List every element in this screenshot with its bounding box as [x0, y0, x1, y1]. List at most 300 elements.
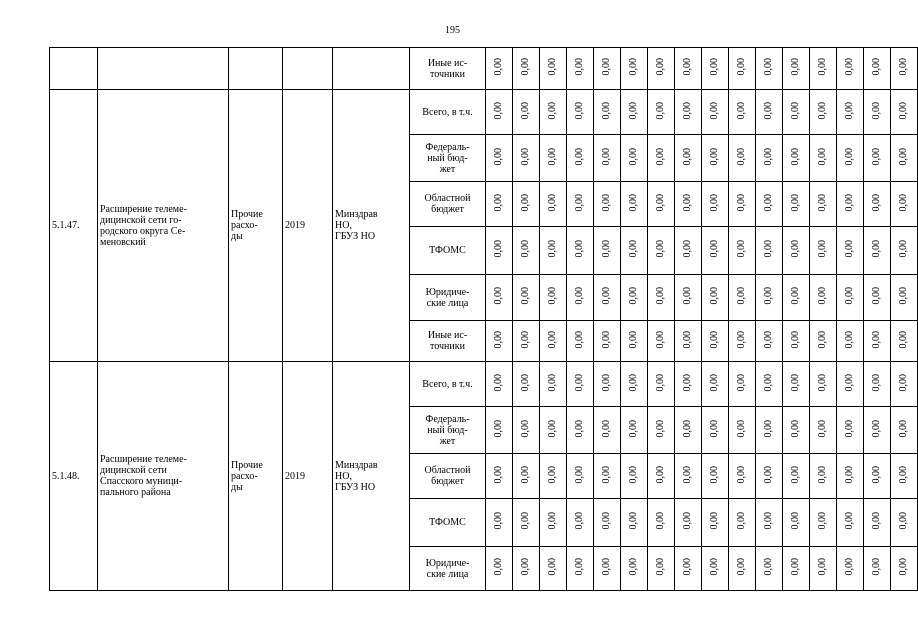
value-cell — [648, 454, 675, 499]
value-cell — [567, 48, 594, 90]
value-cell — [621, 499, 648, 547]
value-cell — [648, 275, 675, 321]
value-cell — [756, 227, 783, 275]
value-cell — [810, 407, 837, 454]
value-cell — [621, 135, 648, 182]
value-text: 0,00 — [547, 419, 558, 438]
value-text: 0,00 — [871, 512, 882, 530]
value-text: 0,00 — [574, 58, 585, 76]
value-text: 0,00 — [790, 558, 801, 576]
value-text: 0,00 — [601, 419, 612, 438]
value-cell — [621, 362, 648, 407]
value-text: 0,00 — [898, 287, 909, 305]
value-cell — [729, 90, 756, 135]
value-text: 0,00 — [682, 287, 693, 305]
value-cell — [594, 407, 621, 454]
value-cell — [729, 135, 756, 182]
value-text: 0,00 — [709, 58, 720, 76]
value-text: 0,00 — [547, 240, 558, 258]
value-cell — [594, 499, 621, 547]
value-cell — [756, 407, 783, 454]
value-text: 0,00 — [655, 512, 666, 530]
value-text: 0,00 — [493, 373, 504, 392]
value-cell — [567, 407, 594, 454]
value-text: 0,00 — [682, 330, 693, 349]
value-cell — [837, 362, 864, 407]
value-cell — [486, 227, 513, 275]
value-cell — [513, 454, 540, 499]
value-cell — [675, 227, 702, 275]
value-text: 0,00 — [898, 558, 909, 576]
value-cell — [864, 275, 891, 321]
value-cell — [621, 227, 648, 275]
value-text: 0,00 — [520, 373, 531, 392]
value-text: 0,00 — [817, 147, 828, 166]
value-text: 0,00 — [871, 373, 882, 392]
value-cell — [783, 407, 810, 454]
value-text: 0,00 — [547, 147, 558, 166]
value-text: 0,00 — [736, 558, 747, 576]
table-row — [50, 48, 918, 90]
value-cell — [648, 182, 675, 227]
value-text: 0,00 — [844, 512, 855, 530]
empty-cell — [333, 48, 410, 90]
value-cell — [513, 362, 540, 407]
budget-table — [49, 47, 918, 591]
funding-source: ТФОМС — [410, 499, 486, 547]
value-text: 0,00 — [844, 287, 855, 305]
value-text: 0,00 — [493, 512, 504, 530]
value-cell — [864, 90, 891, 135]
value-cell — [756, 321, 783, 362]
value-text: 0,00 — [709, 287, 720, 305]
value-cell — [729, 48, 756, 90]
value-text: 0,00 — [790, 147, 801, 166]
value-cell — [891, 48, 918, 90]
value-text: 0,00 — [844, 465, 855, 484]
value-text: 0,00 — [682, 465, 693, 484]
empty-cell — [229, 48, 283, 90]
value-cell — [864, 499, 891, 547]
value-cell — [702, 48, 729, 90]
value-text: 0,00 — [790, 101, 801, 120]
value-cell — [513, 499, 540, 547]
value-cell — [540, 321, 567, 362]
value-text: 0,00 — [898, 330, 909, 349]
value-text: 0,00 — [736, 101, 747, 120]
value-cell — [675, 135, 702, 182]
value-cell — [567, 90, 594, 135]
value-cell — [783, 275, 810, 321]
value-text: 0,00 — [736, 193, 747, 212]
value-cell — [594, 275, 621, 321]
value-cell — [810, 48, 837, 90]
value-text: 0,00 — [574, 147, 585, 166]
year: 2019 — [283, 90, 333, 362]
value-cell — [756, 275, 783, 321]
funding-source: ТФОМС — [410, 227, 486, 275]
value-cell — [810, 362, 837, 407]
expense-type: Прочие расхо- ды — [229, 90, 283, 362]
value-text: 0,00 — [655, 240, 666, 258]
value-text: 0,00 — [709, 465, 720, 484]
value-cell — [513, 227, 540, 275]
value-text: 0,00 — [817, 240, 828, 258]
value-cell — [729, 321, 756, 362]
value-text: 0,00 — [601, 58, 612, 76]
value-cell — [540, 454, 567, 499]
value-text: 0,00 — [574, 373, 585, 392]
value-text: 0,00 — [628, 287, 639, 305]
value-text: 0,00 — [574, 240, 585, 258]
value-cell — [702, 321, 729, 362]
value-cell — [702, 454, 729, 499]
value-cell — [891, 321, 918, 362]
value-text: 0,00 — [520, 193, 531, 212]
value-text: 0,00 — [736, 419, 747, 438]
value-cell — [621, 454, 648, 499]
value-cell — [837, 407, 864, 454]
value-cell — [837, 227, 864, 275]
value-cell — [621, 275, 648, 321]
value-text: 0,00 — [547, 558, 558, 576]
value-text: 0,00 — [682, 419, 693, 438]
value-cell — [837, 135, 864, 182]
value-cell — [810, 499, 837, 547]
value-cell — [837, 182, 864, 227]
value-text: 0,00 — [601, 287, 612, 305]
funding-source: Иные ис- точники — [410, 321, 486, 362]
value-text: 0,00 — [898, 147, 909, 166]
value-cell — [486, 362, 513, 407]
value-text: 0,00 — [574, 330, 585, 349]
value-cell — [675, 90, 702, 135]
value-text: 0,00 — [574, 193, 585, 212]
value-cell — [756, 362, 783, 407]
funding-source: Иные ис- точники — [410, 48, 486, 90]
value-cell — [783, 547, 810, 591]
value-cell — [891, 499, 918, 547]
value-text: 0,00 — [655, 330, 666, 349]
value-text: 0,00 — [601, 101, 612, 120]
value-text: 0,00 — [871, 147, 882, 166]
value-text: 0,00 — [520, 58, 531, 76]
value-cell — [702, 182, 729, 227]
value-cell — [621, 182, 648, 227]
value-text: 0,00 — [628, 147, 639, 166]
expense-type: Прочие расхо- ды — [229, 362, 283, 591]
value-cell — [513, 182, 540, 227]
executor: Минздрав НО, ГБУЗ НО — [333, 90, 410, 362]
value-text: 0,00 — [520, 419, 531, 438]
value-text: 0,00 — [763, 101, 774, 120]
value-text: 0,00 — [574, 512, 585, 530]
funding-source: Федераль- ный бюд- жет — [410, 135, 486, 182]
value-text: 0,00 — [898, 240, 909, 258]
value-text: 0,00 — [520, 240, 531, 258]
value-cell — [486, 182, 513, 227]
value-cell — [567, 499, 594, 547]
value-cell — [864, 547, 891, 591]
item-number: 5.1.48. — [50, 362, 98, 591]
value-cell — [675, 454, 702, 499]
value-text: 0,00 — [790, 419, 801, 438]
value-text: 0,00 — [655, 287, 666, 305]
value-cell — [540, 227, 567, 275]
value-cell — [810, 135, 837, 182]
value-text: 0,00 — [574, 558, 585, 576]
value-text: 0,00 — [628, 193, 639, 212]
value-cell — [648, 321, 675, 362]
value-text: 0,00 — [493, 58, 504, 76]
value-text: 0,00 — [628, 240, 639, 258]
value-text: 0,00 — [547, 465, 558, 484]
value-text: 0,00 — [601, 240, 612, 258]
value-cell — [702, 90, 729, 135]
value-text: 0,00 — [655, 193, 666, 212]
value-text: 0,00 — [871, 465, 882, 484]
value-cell — [648, 227, 675, 275]
value-text: 0,00 — [601, 193, 612, 212]
value-text: 0,00 — [736, 373, 747, 392]
value-text: 0,00 — [493, 101, 504, 120]
value-cell — [540, 135, 567, 182]
value-text: 0,00 — [763, 419, 774, 438]
value-text: 0,00 — [898, 373, 909, 392]
value-cell — [864, 454, 891, 499]
value-cell — [621, 407, 648, 454]
value-cell — [621, 547, 648, 591]
value-cell — [891, 182, 918, 227]
value-text: 0,00 — [709, 147, 720, 166]
funding-source: Областной бюджет — [410, 454, 486, 499]
funding-source: Юридиче- ские лица — [410, 275, 486, 321]
value-cell — [837, 48, 864, 90]
value-cell — [729, 454, 756, 499]
value-text: 0,00 — [628, 58, 639, 76]
value-text: 0,00 — [736, 287, 747, 305]
empty-cell — [50, 48, 98, 90]
value-text: 0,00 — [574, 101, 585, 120]
value-cell — [594, 362, 621, 407]
value-cell — [837, 90, 864, 135]
value-text: 0,00 — [736, 512, 747, 530]
value-cell — [783, 227, 810, 275]
value-cell — [594, 454, 621, 499]
value-cell — [486, 407, 513, 454]
value-text: 0,00 — [844, 147, 855, 166]
value-cell — [756, 90, 783, 135]
value-text: 0,00 — [709, 193, 720, 212]
value-cell — [675, 362, 702, 407]
value-text: 0,00 — [601, 558, 612, 576]
value-cell — [810, 227, 837, 275]
value-cell — [675, 275, 702, 321]
value-cell — [513, 275, 540, 321]
value-text: 0,00 — [871, 193, 882, 212]
item-number: 5.1.47. — [50, 90, 98, 362]
value-cell — [567, 321, 594, 362]
value-cell — [783, 362, 810, 407]
value-cell — [567, 454, 594, 499]
value-text: 0,00 — [628, 373, 639, 392]
funding-source: Всего, в т.ч. — [410, 90, 486, 135]
value-cell — [729, 275, 756, 321]
page-number: 195 — [445, 25, 460, 36]
value-text: 0,00 — [520, 558, 531, 576]
value-text: 0,00 — [709, 330, 720, 349]
value-cell — [756, 454, 783, 499]
value-text: 0,00 — [817, 287, 828, 305]
value-cell — [486, 547, 513, 591]
value-text: 0,00 — [493, 330, 504, 349]
value-text: 0,00 — [763, 147, 774, 166]
value-cell — [594, 48, 621, 90]
value-text: 0,00 — [493, 287, 504, 305]
value-cell — [837, 499, 864, 547]
value-cell — [702, 275, 729, 321]
value-text: 0,00 — [763, 58, 774, 76]
value-cell — [675, 499, 702, 547]
value-text: 0,00 — [844, 373, 855, 392]
value-text: 0,00 — [682, 101, 693, 120]
value-text: 0,00 — [628, 512, 639, 530]
funding-source: Федераль- ный бюд- жет — [410, 407, 486, 454]
value-cell — [648, 135, 675, 182]
value-text: 0,00 — [547, 330, 558, 349]
value-cell — [567, 135, 594, 182]
value-cell — [594, 182, 621, 227]
value-cell — [783, 321, 810, 362]
value-cell — [648, 407, 675, 454]
value-text: 0,00 — [682, 193, 693, 212]
value-text: 0,00 — [790, 193, 801, 212]
value-cell — [486, 135, 513, 182]
value-text: 0,00 — [520, 465, 531, 484]
value-text: 0,00 — [817, 419, 828, 438]
value-cell — [621, 90, 648, 135]
value-text: 0,00 — [898, 419, 909, 438]
value-text: 0,00 — [763, 512, 774, 530]
value-cell — [594, 321, 621, 362]
value-text: 0,00 — [871, 58, 882, 76]
value-cell — [567, 362, 594, 407]
value-text: 0,00 — [709, 419, 720, 438]
value-cell — [513, 547, 540, 591]
value-text: 0,00 — [871, 101, 882, 120]
value-cell — [648, 499, 675, 547]
value-text: 0,00 — [547, 512, 558, 530]
value-text: 0,00 — [493, 193, 504, 212]
value-text: 0,00 — [871, 558, 882, 576]
value-cell — [810, 454, 837, 499]
value-text: 0,00 — [709, 240, 720, 258]
value-text: 0,00 — [547, 58, 558, 76]
value-text: 0,00 — [493, 558, 504, 576]
value-text: 0,00 — [493, 240, 504, 258]
value-cell — [675, 547, 702, 591]
value-cell — [810, 547, 837, 591]
value-text: 0,00 — [574, 287, 585, 305]
value-cell — [729, 407, 756, 454]
value-cell — [540, 547, 567, 591]
value-text: 0,00 — [817, 330, 828, 349]
value-text: 0,00 — [790, 240, 801, 258]
value-cell — [675, 407, 702, 454]
table-row — [50, 90, 918, 135]
value-text: 0,00 — [601, 373, 612, 392]
value-text: 0,00 — [601, 512, 612, 530]
value-text: 0,00 — [601, 465, 612, 484]
value-cell — [675, 48, 702, 90]
value-cell — [540, 182, 567, 227]
value-text: 0,00 — [493, 147, 504, 166]
value-text: 0,00 — [520, 147, 531, 166]
value-text: 0,00 — [601, 147, 612, 166]
value-text: 0,00 — [790, 287, 801, 305]
value-cell — [783, 454, 810, 499]
value-text: 0,00 — [547, 101, 558, 120]
value-cell — [864, 227, 891, 275]
value-cell — [783, 90, 810, 135]
value-cell — [648, 90, 675, 135]
value-text: 0,00 — [871, 240, 882, 258]
value-text: 0,00 — [844, 240, 855, 258]
value-cell — [594, 90, 621, 135]
value-cell — [864, 362, 891, 407]
value-cell — [729, 499, 756, 547]
value-text: 0,00 — [520, 101, 531, 120]
value-cell — [648, 48, 675, 90]
value-text: 0,00 — [736, 465, 747, 484]
value-text: 0,00 — [790, 330, 801, 349]
value-cell — [783, 499, 810, 547]
value-text: 0,00 — [655, 58, 666, 76]
value-cell — [810, 321, 837, 362]
value-text: 0,00 — [601, 330, 612, 349]
value-cell — [702, 227, 729, 275]
value-cell — [891, 362, 918, 407]
funding-source: Юридиче- ские лица — [410, 547, 486, 591]
value-text: 0,00 — [736, 330, 747, 349]
value-cell — [567, 227, 594, 275]
value-cell — [486, 275, 513, 321]
value-cell — [648, 362, 675, 407]
value-cell — [783, 48, 810, 90]
value-cell — [891, 90, 918, 135]
value-text: 0,00 — [520, 330, 531, 349]
value-text: 0,00 — [763, 287, 774, 305]
value-cell — [891, 547, 918, 591]
value-cell — [621, 321, 648, 362]
value-cell — [513, 135, 540, 182]
value-text: 0,00 — [709, 373, 720, 392]
value-cell — [756, 499, 783, 547]
value-text: 0,00 — [655, 373, 666, 392]
value-text: 0,00 — [844, 330, 855, 349]
value-cell — [702, 362, 729, 407]
value-cell — [648, 547, 675, 591]
value-text: 0,00 — [790, 465, 801, 484]
value-text: 0,00 — [682, 558, 693, 576]
value-text: 0,00 — [682, 373, 693, 392]
value-text: 0,00 — [655, 101, 666, 120]
value-cell — [729, 227, 756, 275]
value-text: 0,00 — [817, 465, 828, 484]
value-text: 0,00 — [736, 147, 747, 166]
value-text: 0,00 — [871, 287, 882, 305]
value-text: 0,00 — [520, 287, 531, 305]
